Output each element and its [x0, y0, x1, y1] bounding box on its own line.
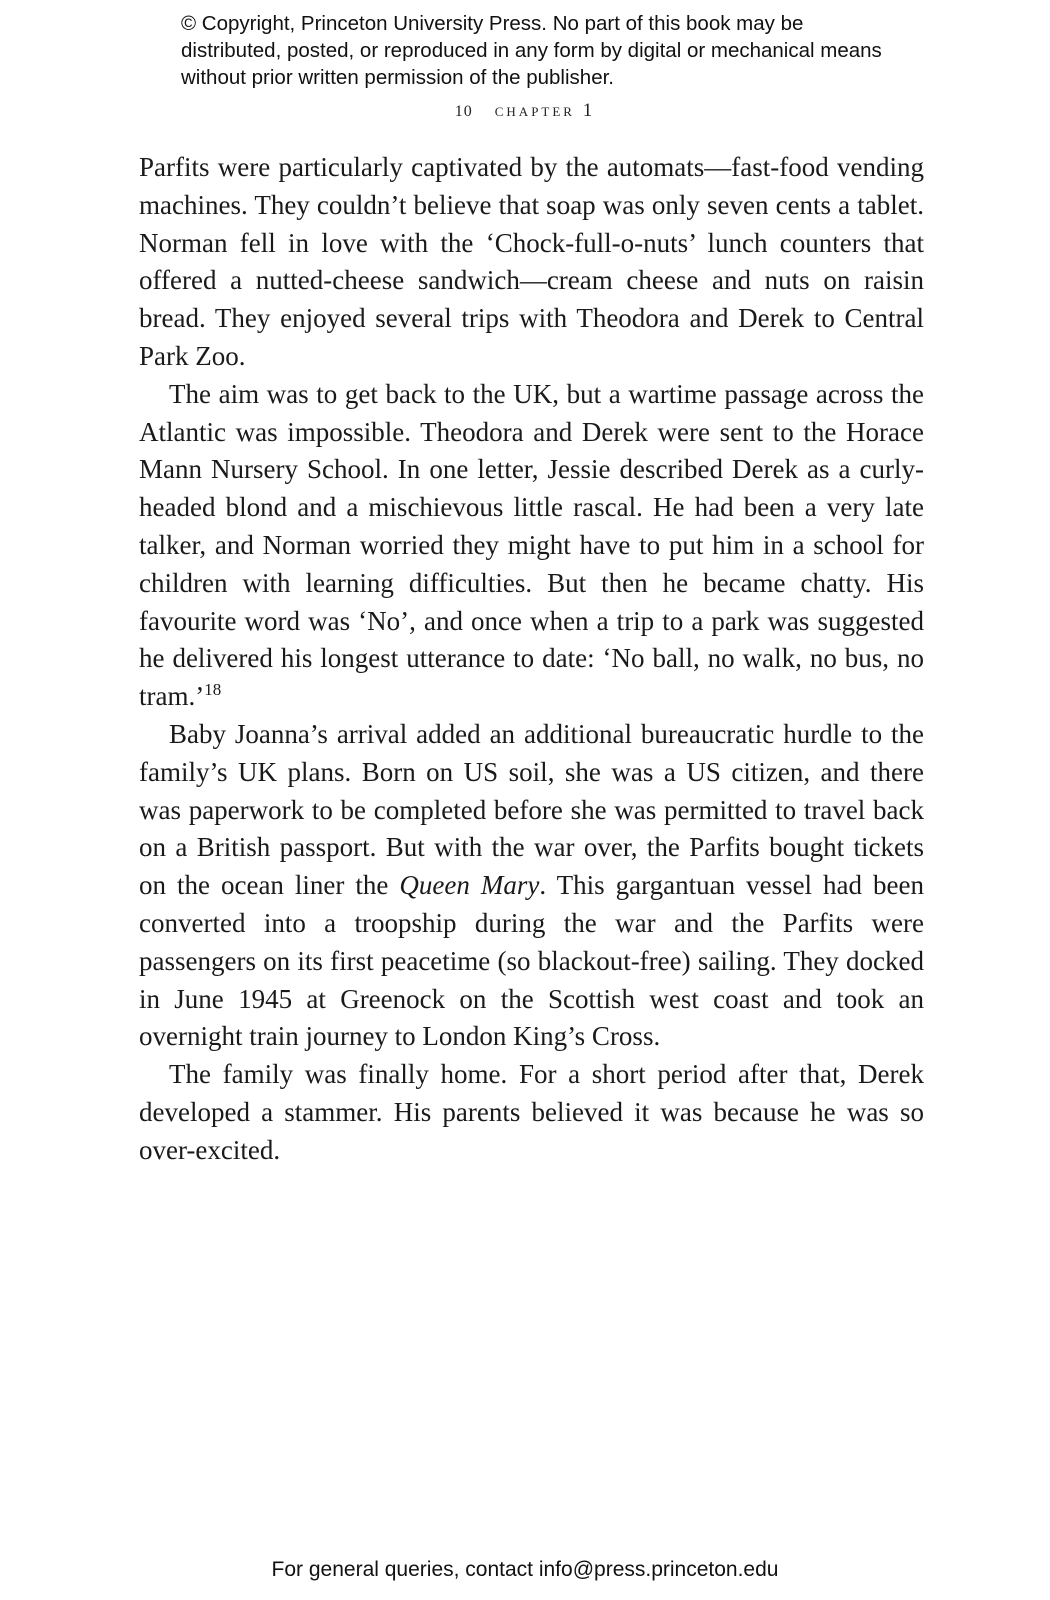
copyright-notice: © Copyright, Princeton University Press. No part of this book may be distributed, posted, or reproduced in any form by digital or mechanical means without prior written permission of the publisher.: [181, 12, 882, 89]
page-number: 10: [454, 103, 473, 120]
paragraph-3-text-end: . This gargantuan vessel had been converted into a troopship during the war and the Parfits were passengers on its first peacetime (so blackout-free) sailing. They docked in June 1945 at Greenock on the Scottish west coast and took an overnight train journey to London King’s Cross.: [139, 870, 925, 1052]
paragraph-1: Parfits were particularly captivated by the automats—fast-food vending machines. They couldn’t believe that soap was only seven cents a tablet. Norman fell in love with the ‘Chock-full-o-nuts’ lunch counters that offered a nutted-cheese sandwich—cream cheese and nuts on raisin bread. They enjoyed several trips with Theodora and Derek to Central Park Zoo.: [139, 152, 924, 371]
paragraph-4: The family was finally home. For a short period after that, Derek developed a stammer. His parents believed it was because he was so over-excited.: [139, 1059, 924, 1165]
contact-footer: For general queries, contact info@press.princeton.edu: [271, 1558, 779, 1581]
paragraph-2: [139, 376, 924, 716]
ship-name: Queen Mary: [399, 870, 540, 901]
body-text: [139, 149, 924, 1170]
paragraph-3-text-start: Baby Joanna’s arrival added an additional bureaucratic hurdle to the family’s UK plans. Born on US soil, she was a US citizen, and there was paperwork to be completed before she was permitted to travel back on a British passport. But with the war over, the Parfits bought tickets on the ocean liner the: [139, 718, 924, 901]
paragraph-2-text: The aim was to get back to the UK, but a wartime passage across the Atlantic was impossible. Theodora and Derek were sent to the Horace Mann Nursery School. In one letter, Jessie described Derek as a curly-headed blond and a mischievous little rascal. He had been a very late talker, and Norman worried they might have to put him in a school for children with learning difficulties. But then he became chatty. His favourite word was ‘No’, and once when a trip to a park was suggested he delivered his longest utterance to date: ‘No ball, no walk, no bus, no tram.’: [139, 378, 924, 712]
chapter-label: chapter 1: [494, 100, 596, 121]
paragraph-3: [139, 716, 924, 1056]
footnote-marker: 18: [204, 680, 222, 700]
running-head: [0, 100, 1050, 122]
